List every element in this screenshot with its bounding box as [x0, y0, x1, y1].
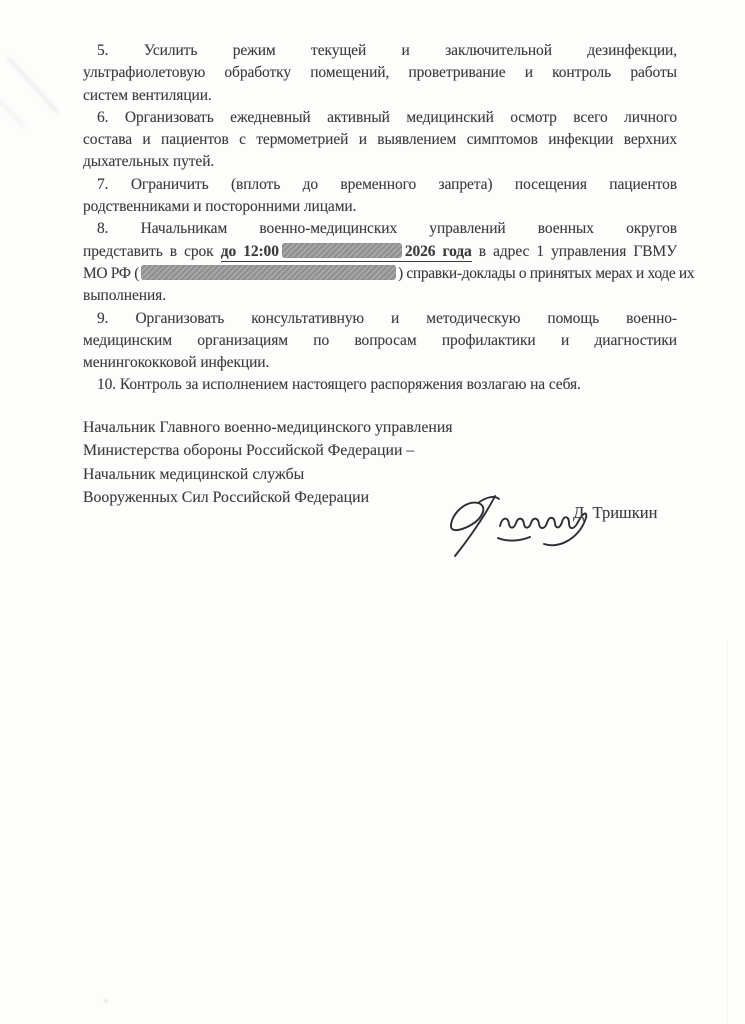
signature-title-line-4: Вооруженных Сил Российской Федерации	[83, 488, 370, 506]
redacted-address-block	[141, 265, 396, 280]
scan-crease-artifact-2	[0, 96, 26, 128]
body-line-6c: дыхательных путей.	[83, 153, 215, 171]
body-line-8d: выполнения.	[83, 287, 166, 305]
signature-title-line-2: Министерства обороны Российской Федерации –	[83, 442, 415, 460]
address-pre-text: МО РФ (	[83, 264, 140, 282]
body-line-8b-deadline	[83, 241, 677, 263]
body-line-5c: систем вентиляции.	[83, 86, 212, 104]
address-post-text: ) справки-доклады о принятых мерах и ходе их	[398, 264, 695, 282]
body-line-8c-address	[83, 263, 695, 285]
page-edge-artifact	[727, 640, 728, 1024]
deadline-pre-text: представить в срок	[83, 242, 214, 260]
signature-title-line-1: Начальник Главного военно-медицинского управления	[83, 419, 453, 436]
body-line-9c: менингококковой инфекции.	[83, 354, 270, 372]
body-line-7a: 7. Ограничить (вплоть до временного запрета) посещения пациентов	[97, 175, 677, 193]
body-line-8a: 8. Начальникам военно-медицинских управлений военных округов	[97, 220, 677, 238]
body-line-5b: ультрафиолетовую обработку помещений, проветривание и контроль работы	[83, 64, 677, 82]
deadline-year-text: 2026 года	[404, 242, 472, 260]
document-body	[83, 40, 695, 397]
deadline-underlined-segment	[221, 243, 472, 262]
deadline-time-text: до 12:00	[220, 242, 279, 260]
body-line-9a: 9. Организовать консультативную и методическую помощь военно-	[97, 309, 677, 327]
redacted-date-block	[282, 243, 402, 258]
body-line-10: 10. Контроль за исполнением настоящего распоряжения возлагаю на себя.	[97, 376, 581, 394]
body-line-6a: 6. Организовать ежедневный активный медицинский осмотр всего личного	[97, 108, 677, 126]
signature-title-line-3: Начальник медицинской службы	[83, 465, 305, 483]
body-line-5a: 5. Усилить режим текущей и заключительной дезинфекции,	[97, 42, 677, 59]
signer-name: Д. Тришкин	[573, 503, 658, 522]
handwritten-signature-icon	[438, 486, 598, 566]
deadline-post-text: в адрес 1 управления ГВМУ	[478, 242, 677, 260]
body-line-7b: родственниками и посторонними лицами.	[83, 198, 357, 216]
body-line-9b: медицинским организациям по вопросам профилактики и диагностики	[83, 331, 677, 349]
body-line-6b: состава и пациентов с термометрией и выявлением симптомов инфекции верхних	[83, 131, 677, 149]
scan-speck-artifact	[104, 999, 108, 1003]
scan-crease-artifact	[7, 56, 59, 113]
